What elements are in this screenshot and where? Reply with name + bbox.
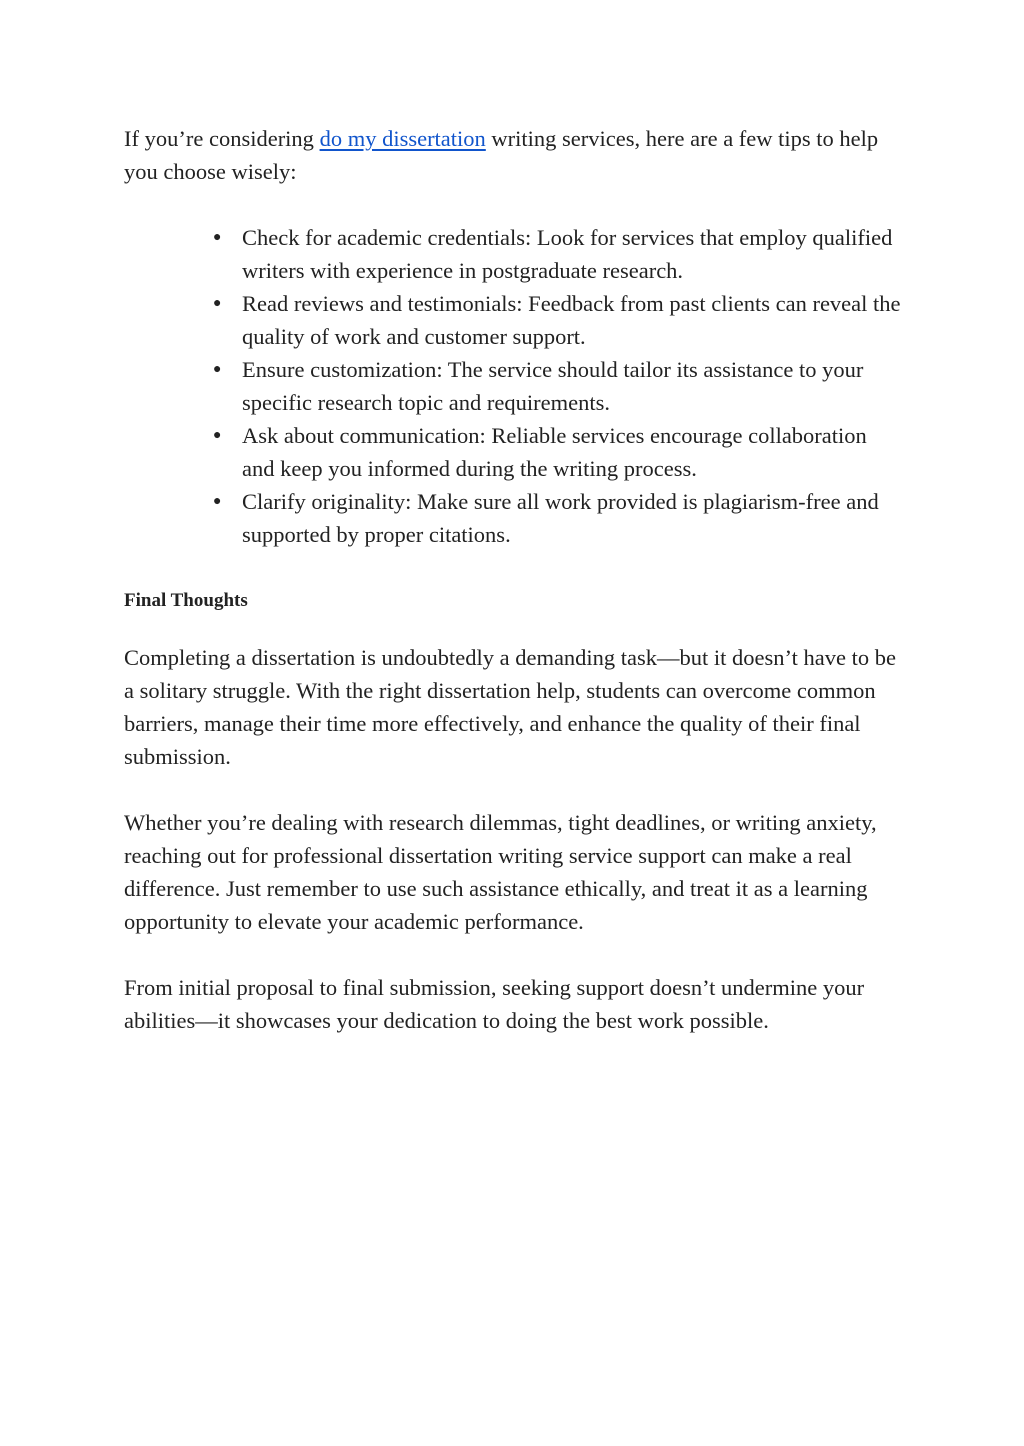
- tip-text: Ask about communication: Reliable services encourage collaboration and keep you informed during the writing process.: [242, 423, 867, 481]
- list-item: [213, 287, 904, 353]
- list-item: [213, 221, 904, 287]
- bullet-icon: ●: [213, 362, 222, 377]
- final-thoughts-paragraph-3: From initial proposal to final submission, seeking support doesn’t undermine your abilities—it showcases your dedication to doing the best work possible.: [124, 975, 865, 1033]
- final-thoughts-paragraph-1: Completing a dissertation is undoubtedly a demanding task—but it doesn’t have to be a solitary struggle. With the right dissertation help, students can overcome common barriers, manage their time more effectively, and enhance the quality of their final submission.: [124, 645, 896, 769]
- do-my-dissertation-link[interactable]: do my dissertation: [319, 126, 486, 151]
- final-thoughts-paragraph-2: Whether you’re dealing with research dilemmas, tight deadlines, or writing anxiety, reaching out for professional dissertation writing service support can make a real difference. Just remember to use such assistance ethically, and treat it as a learning opportunity to elevate your academic performance.: [124, 810, 877, 934]
- intro-paragraph: [124, 122, 904, 188]
- bullet-icon: ●: [213, 296, 222, 311]
- tips-list: [124, 221, 904, 551]
- bullet-icon: ●: [213, 494, 222, 509]
- final-thoughts-heading: Final Thoughts: [124, 590, 248, 611]
- list-item: [213, 419, 904, 485]
- intro-text-after-link: writing services, here are a few tips to help you choose wisely:: [124, 126, 879, 184]
- tip-text: Check for academic credentials: Look for services that employ qualified writers with experience in postgraduate research.: [242, 225, 893, 283]
- bullet-icon: ●: [213, 428, 222, 443]
- intro-text-before-link: If you’re considering: [124, 126, 320, 151]
- list-item: [213, 353, 904, 419]
- tip-text: Ensure customization: The service should tailor its assistance to your specific research topic and requirements.: [242, 357, 864, 415]
- tip-text: Clarify originality: Make sure all work provided is plagiarism-free and supported by proper citations.: [242, 489, 879, 547]
- tip-text: Read reviews and testimonials: Feedback from past clients can reveal the quality of work and customer support.: [242, 291, 901, 349]
- bullet-icon: ●: [213, 230, 222, 245]
- document-page: [124, 122, 904, 1037]
- list-item: [213, 485, 904, 551]
